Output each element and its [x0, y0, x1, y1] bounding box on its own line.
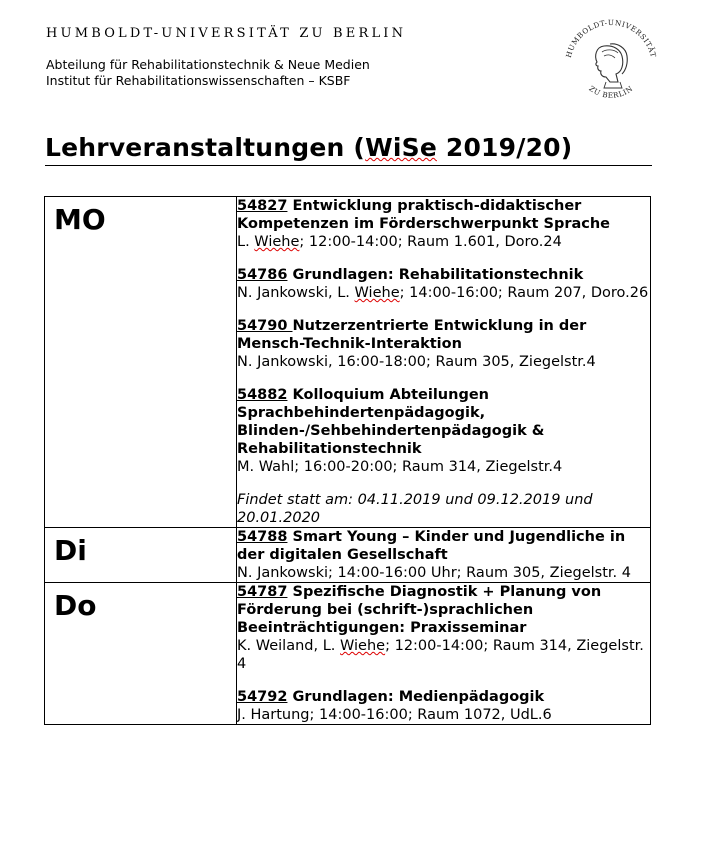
- course-lecturer: M. Wahl; 16:00-20:00; Raum 314, Ziegelstr.4: [237, 459, 563, 475]
- course-heading: [237, 267, 583, 283]
- day-label: Di: [54, 534, 87, 567]
- course-lecturer-name: Wiehe: [354, 285, 400, 301]
- course-entry: [237, 317, 650, 371]
- courses-cell: [237, 197, 651, 528]
- day-cell: [45, 583, 237, 725]
- courses-cell: [237, 583, 651, 725]
- course-title: Spezifische Diagnostik + Planung von Förderung bei (schrift-)sprachlichen Beeinträchtigungen: Praxisseminar: [237, 584, 602, 636]
- course-info: [237, 354, 596, 370]
- svg-text:HUMBOLDT-UNIVERSITÄT: [564, 18, 658, 59]
- course-lecturer-name: Wiehe: [340, 638, 386, 654]
- course-title: Kolloquium Abteilungen Sprachbehindertenpädagogik, Blinden-/Sehbehindertenpädagogik & Rehabilitationstechnik: [237, 387, 545, 457]
- schedule-note: Findet statt am: 04.11.2019 und 09.12.2019 und 20.01.2020: [237, 492, 593, 526]
- page-title-prefix: Lehrveranstaltungen (: [45, 133, 366, 162]
- course-entry: [237, 688, 650, 724]
- course-title: Entwicklung praktisch-didaktischer Kompetenzen im Förderschwerpunkt Sprache: [237, 198, 611, 232]
- course-lecturer: N. Jankowski; 14:00-16:00 Uhr; Raum 305, Ziegelstr. 4: [237, 565, 631, 581]
- course-heading: [237, 529, 625, 563]
- svg-text:ZU BERLIN: [587, 84, 634, 100]
- course-info: [237, 234, 562, 250]
- course-code: 54788: [237, 529, 288, 545]
- course-info: [237, 285, 648, 301]
- title-underline-divider: [45, 165, 652, 166]
- course-info: [237, 565, 631, 581]
- course-title: Grundlagen: Rehabilitationstechnik: [287, 267, 584, 283]
- university-seal-logo: [556, 16, 666, 110]
- course-code: 54882: [237, 387, 288, 403]
- course-title: Nutzerzentrierte Entwicklung in der Mensch-Technik-Interaktion: [237, 318, 587, 352]
- course-code: 54786: [237, 267, 288, 283]
- course-entry: [237, 266, 650, 302]
- courses-cell: [237, 528, 651, 583]
- course-heading: [237, 387, 544, 457]
- course-lecturer-name: Wiehe: [254, 234, 300, 250]
- course-details: ; 14:00-16:00; Raum 207, Doro.26: [399, 285, 649, 301]
- university-name: HUMBOLDT-UNIVERSITÄT ZU BERLIN: [46, 26, 407, 41]
- course-info: [237, 459, 562, 475]
- page-title-suffix: 2019/20): [436, 133, 573, 162]
- department-line-1: Abteilung für Rehabilitationstechnik & Neue Medien: [46, 57, 370, 72]
- page-title-term: WiSe: [365, 133, 437, 162]
- course-code: 54787: [237, 584, 288, 600]
- course-entry: [237, 386, 650, 476]
- department-line-2: Institut für Rehabilitationswissenschaften – KSBF: [46, 73, 351, 88]
- course-code: 54792: [237, 689, 288, 705]
- course-lecturer: K. Weiland, L.: [237, 638, 340, 654]
- course-info: [237, 638, 644, 672]
- course-lecturer: L.: [237, 234, 255, 250]
- day-label: Do: [54, 589, 97, 622]
- course-heading: [237, 689, 544, 705]
- course-lecturer: N. Jankowski, 16:00-18:00; Raum 305, Ziegelstr.4: [237, 354, 596, 370]
- schedule-row: [45, 583, 651, 725]
- course-heading: [237, 584, 601, 636]
- course-heading: [237, 318, 586, 352]
- seal-text-top: HUMBOLDT-UNIVERSITÄT: [563, 17, 659, 59]
- schedule-row: [45, 528, 651, 583]
- portrait-profiles-icon: [596, 44, 628, 88]
- schedule-table: [44, 196, 651, 725]
- course-lecturer: J. Hartung; 14:00-16:00; Raum 1072, UdL.6: [237, 707, 552, 723]
- course-details: ; 12:00-14:00; Raum 314, Ziegelstr. 4: [237, 638, 644, 672]
- course-entry: [237, 528, 650, 582]
- course-entry: [237, 197, 650, 251]
- course-heading: [237, 198, 610, 232]
- course-code: 54790: [237, 318, 293, 334]
- day-cell: [45, 197, 237, 528]
- course-title: Grundlagen: Medienpädagogik: [287, 689, 545, 705]
- seal-text-bottom: ZU BERLIN: [587, 83, 635, 100]
- course-details: ; 12:00-14:00; Raum 1.601, Doro.24: [299, 234, 562, 250]
- day-label: MO: [54, 203, 106, 236]
- course-title: Smart Young – Kinder und Jugendliche in der digitalen Gesellschaft: [237, 529, 626, 563]
- course-entry: [237, 583, 650, 673]
- page-title: [45, 133, 572, 162]
- schedule-row: [45, 197, 651, 528]
- day-cell: [45, 528, 237, 583]
- course-code: 54827: [237, 198, 288, 214]
- course-lecturer: N. Jankowski, L.: [237, 285, 355, 301]
- course-info: [237, 707, 552, 723]
